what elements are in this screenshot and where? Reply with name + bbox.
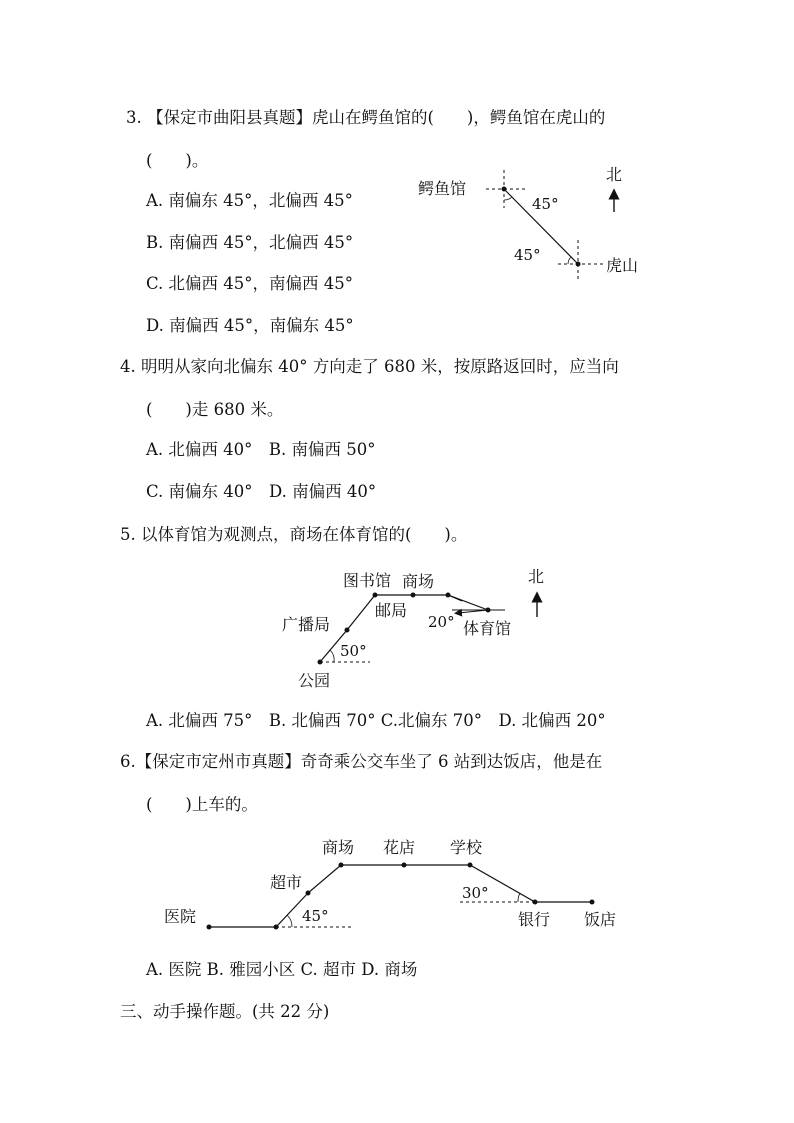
q3-angle-arc-a — [504, 197, 512, 200]
q4-stem-line2: ( )走 680 米。 — [146, 400, 284, 419]
q3-option-b: B. 南偏西 45°，北偏西 45° — [146, 233, 354, 252]
q6-options: A. 医院 B. 雅园小区 C. 超市 D. 商场 — [146, 960, 418, 979]
q6-label-supermarket: 超市 — [270, 873, 303, 892]
q6-angle-arc-left — [287, 915, 292, 927]
q6-point-restaurant — [590, 900, 595, 905]
q4-options-row1: A. 北偏西 40° B. 南偏西 50° — [146, 440, 376, 459]
q5-label-post-office: 邮局 — [375, 601, 408, 620]
q5-point-library — [373, 593, 378, 598]
q5-point-park — [318, 660, 323, 665]
q6-label-mall: 商场 — [322, 838, 355, 857]
q5-options: A. 北偏西 75° B. 北偏西 70° C.北偏东 70° D. 北偏西 20° — [146, 711, 606, 730]
q5-point-post-office — [411, 593, 416, 598]
q3-label-tiger: 虎山 — [606, 256, 639, 275]
q6-point-flower-shop — [402, 863, 407, 868]
q5-park-angle-arc — [330, 650, 334, 662]
q6-label-school: 学校 — [450, 838, 483, 857]
q5-label-broadcast: 广播局 — [282, 615, 331, 634]
q3-diagram — [418, 165, 638, 282]
q6-point-corner — [274, 925, 279, 930]
q6-label-angle-left: 45° — [302, 907, 329, 925]
q3-label-angle-a: 45° — [532, 195, 559, 213]
q6-point-supermarket — [306, 891, 311, 896]
q6-point-bank — [533, 900, 538, 905]
q3-stem-line1: 3. 【保定市曲阳县真题】虎山在鳄鱼馆的( )，鳄鱼馆在虎山的 — [126, 108, 606, 127]
q3-option-d: D. 南偏西 45°，南偏东 45° — [146, 316, 354, 335]
q6-label-hospital: 医院 — [164, 907, 197, 926]
q6-stem-line2: ( )上车的。 — [146, 795, 258, 814]
q5-label-library: 图书馆 — [343, 571, 392, 590]
q5-point-mall — [446, 593, 451, 598]
q6-label-flower-shop: 花店 — [383, 838, 416, 857]
q6-diagram — [164, 838, 616, 930]
q5-label-gym: 体育馆 — [463, 619, 512, 638]
q3-point-crocodile — [502, 187, 507, 192]
q6-stem-line1: 6.【保定市定州市真题】奇奇乘公交车坐了 6 站到达饭店，他是在 — [120, 752, 603, 771]
q3-label-angle-b: 45° — [514, 246, 541, 264]
q3-label-crocodile: 鳄鱼馆 — [418, 179, 467, 198]
q3-option-a: A. 南偏东 45°，北偏西 45° — [146, 191, 353, 210]
q5-diagram — [282, 567, 544, 690]
q5-label-mall: 商场 — [402, 572, 435, 591]
q4-options-row2: C. 南偏东 40° D. 南偏西 40° — [146, 482, 377, 501]
q6-point-school — [468, 863, 473, 868]
q5-label-angle-gym: 20° — [428, 613, 455, 631]
q3-north-label: 北 — [606, 165, 623, 184]
q6-angle-arc-right — [518, 893, 520, 902]
q3-stem-line2: ( )。 — [146, 151, 209, 170]
q6-label-bank: 银行 — [518, 910, 551, 929]
section3-title: 三、动手操作题。(共 22 分) — [120, 1002, 330, 1021]
q3-angle-arc-b — [568, 257, 571, 264]
q5-north-label: 北 — [528, 567, 545, 586]
q4-stem-line1: 4. 明明从家向北偏东 40° 方向走了 680 米，按原路返回时，应当向 — [120, 357, 619, 376]
q6-point-hospital — [207, 925, 212, 930]
q5-point-broadcast — [345, 628, 350, 633]
q3-option-c: C. 北偏西 45°，南偏西 45° — [146, 274, 354, 293]
q6-label-restaurant: 饭店 — [584, 910, 617, 929]
q5-label-angle-park: 50° — [340, 642, 367, 660]
q6-point-mall — [339, 863, 344, 868]
q6-label-angle-right: 30° — [462, 884, 489, 902]
q5-point-gym — [486, 608, 491, 613]
q5-stem: 5. 以体育馆为观测点，商场在体育馆的( )。 — [120, 525, 468, 544]
q5-label-park: 公园 — [298, 671, 331, 690]
